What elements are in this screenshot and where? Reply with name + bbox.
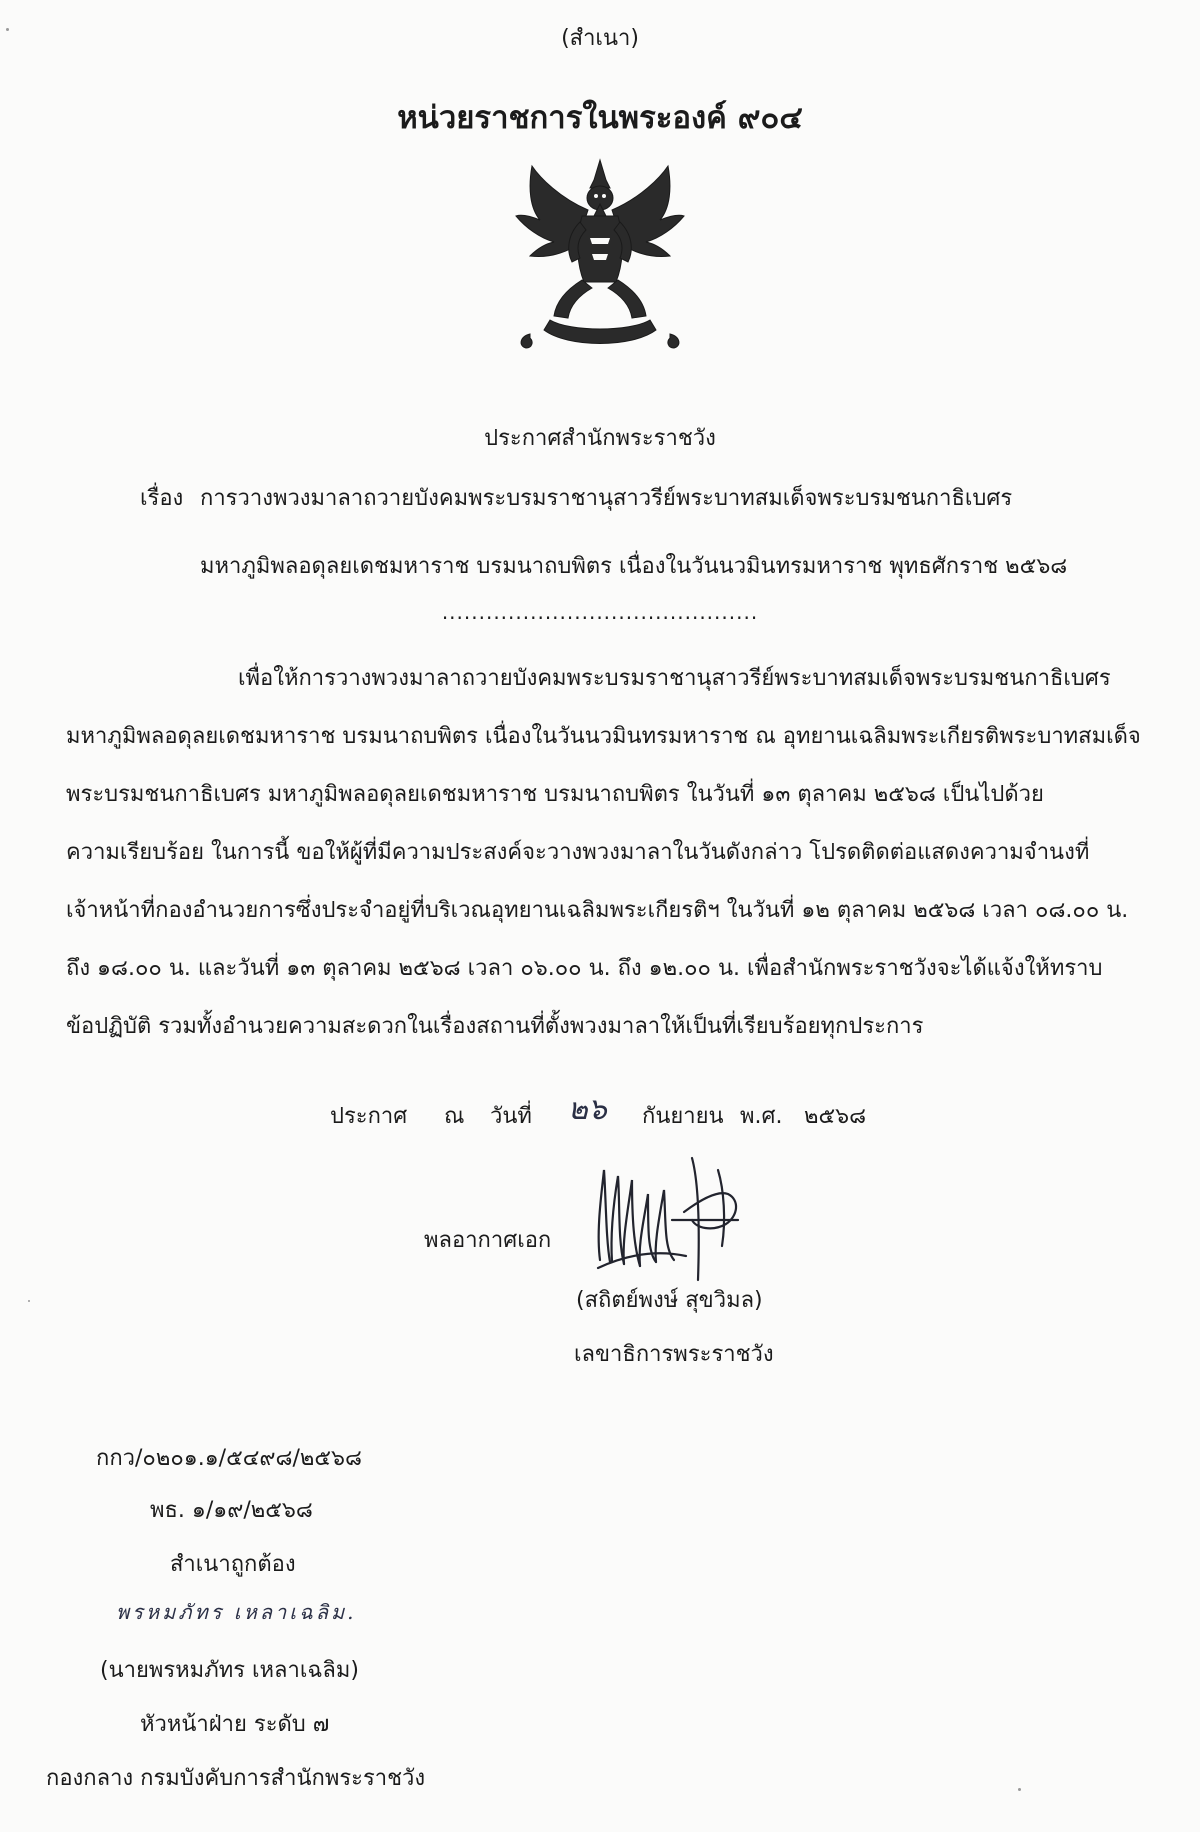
body-line: ถึง ๑๘.๐๐ น. และวันที่ ๑๓ ตุลาคม ๒๕๖๘ เวลา ๐๖.๐๐ น. ถึง ๑๒.๐๐ น. เพื่อสำนักพระราชวังจะได้แจ้งให้ทราบ — [66, 956, 1103, 981]
body-line: เจ้าหน้าที่กองอำนวยการซึ่งประจำอยู่ที่บริเวณอุทยานเฉลิมพระเกียรติฯ ในวันที่ ๑๒ ตุลาคม ๒๕๖๘ เวลา ๐๘.๐๐ น. — [66, 898, 1129, 923]
signatory-rank: พลอากาศเอก — [424, 1228, 552, 1253]
announcement-title: ประกาศสำนักพระราชวัง — [484, 426, 716, 451]
separator: ........................................... — [441, 600, 759, 624]
signatory-position: เลขาธิการพระราชวัง — [574, 1342, 774, 1367]
date-era: พ.ศ. — [740, 1104, 783, 1129]
certifier-office: กองกลาง กรมบังคับการสำนักพระราชวัง — [46, 1766, 426, 1791]
date-year: ๒๕๖๘ — [804, 1104, 867, 1129]
date-day-label: วันที่ — [490, 1104, 532, 1129]
body-line: ความเรียบร้อย ในการนี้ ขอให้ผู้ที่มีความประสงค์จะวางพวงมาลาในวันดังกล่าว โปรดติดต่อแสดงความจำนงที่ — [66, 840, 1090, 865]
sub-number: พธ. ๑/๑๙/๒๕๖๘ — [150, 1498, 313, 1523]
garuda-emblem-icon — [510, 158, 690, 358]
body-line: มหาภูมิพลอดุลยเดชมหาราช บรมนาถบพิตร เนื่องในวันนวมินทรมหาราช ณ อุทยานเฉลิมพระเกียรติพระบาทสมเด็จ — [66, 724, 1141, 749]
certifier-name: (นายพรหมภัทร เหลาเฉลิม) — [100, 1658, 359, 1683]
scan-speck — [28, 1300, 30, 1302]
subject-line: มหาภูมิพลอดุลยเดชมหาราช บรมนาถบพิตร เนื่องในวันนวมินทรมหาราช พุทธศักราช ๒๕๖๘ — [200, 554, 1068, 579]
subject-label: เรื่อง — [140, 486, 184, 511]
document-number: กกว/๐๒๐๑.๑/๕๔๙๘/๒๕๖๘ — [96, 1446, 362, 1471]
date-at: ณ — [444, 1104, 465, 1129]
date-month: กันยายน — [642, 1104, 724, 1129]
scan-speck — [1018, 1788, 1021, 1791]
body-line: เพื่อให้การวางพวงมาลาถวายบังคมพระบรมราชานุสาวรีย์พระบาทสมเด็จพระบรมชนกาธิเบศร — [238, 666, 1111, 691]
unit-title: หน่วยราชการในพระองค์ ๙๐๔ — [397, 100, 803, 136]
copy-mark: (สำเนา) — [561, 26, 639, 51]
scan-speck — [6, 28, 9, 31]
certified-copy-label: สำเนาถูกต้อง — [170, 1552, 296, 1577]
handwritten-signature-icon — [588, 1150, 768, 1290]
subject-line: การวางพวงมาลาถวายบังคมพระบรมราชานุสาวรีย์พระบาทสมเด็จพระบรมชนกาธิเบศร — [200, 486, 1013, 511]
body-line: ข้อปฏิบัติ รวมทั้งอำนวยความสะดวกในเรื่องสถานที่ตั้งพวงมาลาให้เป็นที่เรียบร้อยทุกประการ — [66, 1014, 924, 1039]
handwritten-day: ๒๖ — [568, 1092, 607, 1127]
certifier-position: หัวหน้าฝ่าย ระดับ ๗ — [140, 1712, 330, 1737]
certifier-signature: พรหมภัทร เหลาเฉลิม. — [116, 1600, 357, 1624]
date-prefix: ประกาศ — [330, 1104, 408, 1129]
body-line: พระบรมชนกาธิเบศร มหาภูมิพลอดุลยเดชมหาราช บรมนาถบพิตร ในวันที่ ๑๓ ตุลาคม ๒๕๖๘ เป็นไปด้วย — [66, 782, 1044, 807]
signatory-name: (สถิตย์พงษ์ สุขวิมล) — [576, 1288, 763, 1313]
